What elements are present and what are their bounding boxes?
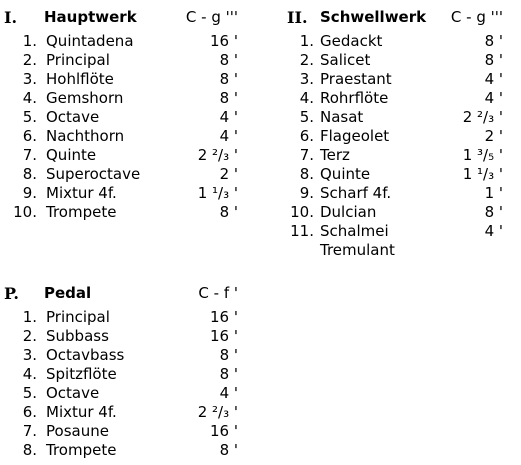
stop-row (287, 146, 503, 165)
stop-row (4, 32, 238, 51)
stop-name: Mixtur 4f. (46, 184, 117, 202)
division-compass: C - g ''' (185, 8, 238, 26)
stop-number: 9. (299, 184, 314, 202)
stop-number: 10. (13, 203, 37, 221)
stop-pitch: 2 ²/₃ ' (462, 108, 503, 126)
stop-pitch: 8 ' (219, 51, 238, 69)
stop-pitch: 16 ' (210, 308, 238, 326)
stop-name: Schalmei (320, 222, 389, 240)
stop-name: Praestant (320, 70, 392, 88)
division-header (4, 284, 238, 308)
division-title: Hauptwerk (44, 8, 137, 26)
stop-name: Octavbass (46, 346, 125, 364)
stop-row (4, 308, 238, 327)
stop-list (4, 308, 238, 460)
stop-name: Quinte (320, 165, 371, 183)
stop-number: 3. (22, 346, 37, 364)
stop-name: Gemshorn (46, 89, 124, 107)
stop-name: Flageolet (320, 127, 390, 145)
stop-number: 1. (22, 32, 37, 50)
stop-pitch: 8 ' (219, 203, 238, 221)
stop-row (4, 108, 238, 127)
stop-row (4, 384, 238, 403)
stop-number: 6. (22, 127, 37, 145)
stop-pitch: 8 ' (219, 346, 238, 364)
stop-name: Principal (46, 308, 110, 326)
stop-number: 4. (299, 89, 314, 107)
stop-name: Posaune (46, 422, 109, 440)
stop-name: Superoctave (46, 165, 141, 183)
stop-name: Trompete (46, 203, 117, 221)
stop-pitch: 8 ' (484, 32, 503, 50)
stop-row (4, 441, 238, 460)
division-hauptwerk (4, 8, 238, 222)
stop-row (4, 403, 238, 422)
stop-row (4, 365, 238, 384)
division-header (287, 8, 503, 32)
stop-row (287, 222, 503, 241)
stop-row (4, 89, 238, 108)
stop-name: Hohlflöte (46, 70, 114, 88)
stop-row (287, 184, 503, 203)
stop-row (4, 51, 238, 70)
stop-row (287, 70, 503, 89)
stop-name: Nachthorn (46, 127, 125, 145)
division-numeral: I. (4, 8, 18, 27)
stop-number: 4. (22, 89, 37, 107)
stop-row (4, 422, 238, 441)
stop-number: 4. (22, 365, 37, 383)
stop-number: 7. (22, 146, 37, 164)
stop-list (4, 32, 238, 222)
division-compass: C - f ' (198, 284, 238, 302)
stop-number: 9. (22, 184, 37, 202)
stop-number: 1. (22, 308, 37, 326)
stop-name: Quinte (46, 146, 97, 164)
stop-row (4, 184, 238, 203)
stop-name: Quintadena (46, 32, 134, 50)
stop-name: Octave (46, 384, 100, 402)
stop-number: 8. (22, 441, 37, 459)
stop-number: 11. (290, 222, 314, 240)
stop-row (287, 165, 503, 184)
stop-pitch: 16 ' (210, 422, 238, 440)
stop-pitch: 8 ' (219, 89, 238, 107)
stop-row (4, 327, 238, 346)
stop-pitch: 2 ' (219, 165, 238, 183)
stop-row (4, 70, 238, 89)
stop-row (287, 89, 503, 108)
stop-row (4, 346, 238, 365)
stop-name: Salicet (320, 51, 371, 69)
stop-pitch: 8 ' (219, 441, 238, 459)
stop-pitch: 16 ' (210, 327, 238, 345)
stop-pitch: 4 ' (219, 127, 238, 145)
stop-row (4, 165, 238, 184)
stop-name: Octave (46, 108, 100, 126)
stop-pitch: 8 ' (484, 203, 503, 221)
stop-number: 1. (299, 32, 314, 50)
stop-pitch: 8 ' (484, 51, 503, 69)
stop-pitch: 4 ' (484, 222, 503, 240)
stop-row (287, 203, 503, 222)
stop-row (287, 127, 503, 146)
stop-row (4, 127, 238, 146)
division-compass: C - g ''' (450, 8, 503, 26)
stop-pitch: 1 ' (484, 184, 503, 202)
stop-number: 8. (22, 165, 37, 183)
stop-name: Principal (46, 51, 110, 69)
division-schwellwerk (287, 8, 503, 260)
stop-number: 2. (22, 51, 37, 69)
stop-pitch: 8 ' (219, 365, 238, 383)
stop-row (287, 51, 503, 70)
stop-pitch: 2 ' (484, 127, 503, 145)
division-header (4, 8, 238, 32)
stop-number: 2. (299, 51, 314, 69)
stop-pitch: 2 ²/₃ ' (197, 403, 238, 421)
stop-row (287, 108, 503, 127)
stop-number: 5. (299, 108, 314, 126)
stop-pitch: 8 ' (219, 70, 238, 88)
stop-number: 3. (22, 70, 37, 88)
stop-number: 10. (290, 203, 314, 221)
stop-number: 5. (22, 108, 37, 126)
stop-name: Dulcian (320, 203, 377, 221)
stop-name: Spitzflöte (46, 365, 117, 383)
stop-number: 6. (22, 403, 37, 421)
accessory-row (287, 241, 503, 260)
stop-name: Subbass (46, 327, 109, 345)
stop-number: 7. (22, 422, 37, 440)
stop-name: Mixtur 4f. (46, 403, 117, 421)
stop-name: Scharf 4f. (320, 184, 392, 202)
stop-number: 5. (22, 384, 37, 402)
division-title: Pedal (44, 284, 92, 302)
stop-pitch: 4 ' (219, 108, 238, 126)
stop-row (4, 146, 238, 165)
stop-number: 7. (299, 146, 314, 164)
stop-pitch: 4 ' (219, 384, 238, 402)
stop-number: 8. (299, 165, 314, 183)
stop-name: Terz (320, 146, 350, 164)
stop-pitch: 16 ' (210, 32, 238, 50)
stop-pitch: 4 ' (484, 70, 503, 88)
stop-row (4, 203, 238, 222)
stop-pitch: 2 ²/₃ ' (197, 146, 238, 164)
division-title: Schwellwerk (320, 8, 427, 26)
stop-name: Gedackt (320, 32, 383, 50)
stop-number: 6. (299, 127, 314, 145)
stop-number: 2. (22, 327, 37, 345)
stop-pitch: 1 ¹/₃ ' (462, 165, 503, 183)
division-pedal (4, 284, 238, 460)
division-numeral: P. (4, 284, 19, 303)
stop-row (287, 32, 503, 51)
stop-list (287, 32, 503, 260)
stop-pitch: 1 ¹/₃ ' (197, 184, 238, 202)
division-numeral: II. (287, 8, 308, 27)
stop-pitch: 1 ³/₅ ' (462, 146, 503, 164)
stop-name: Nasat (320, 108, 364, 126)
stop-pitch: 4 ' (484, 89, 503, 107)
stop-name: Rohrflöte (320, 89, 389, 107)
stop-number: 3. (299, 70, 314, 88)
accessory-name: Tremulant (320, 241, 395, 259)
stop-name: Trompete (46, 441, 117, 459)
